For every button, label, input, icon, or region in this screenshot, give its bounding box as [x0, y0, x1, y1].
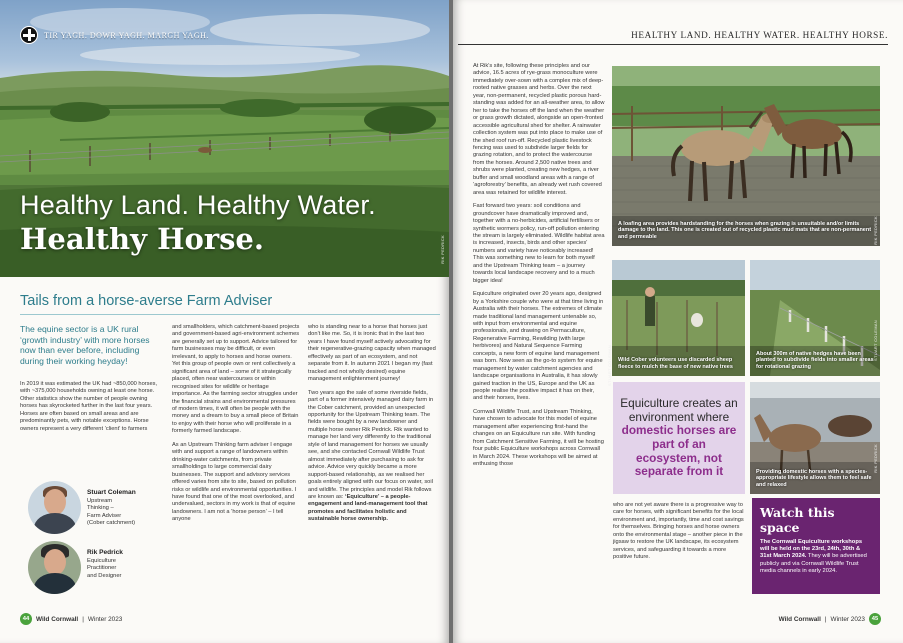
footer-right [779, 613, 881, 625]
profile-name: Rik Pedrick [87, 549, 123, 556]
watch-this-space-box [752, 498, 880, 594]
cornish-flag-icon [20, 26, 38, 44]
footer-issue: Winter 2023 [830, 615, 865, 623]
footer-separator: | [82, 615, 84, 623]
photo-credit: STUART COLEMAN [607, 345, 612, 386]
pull-quote-text: Equiculture creates an environment where domestic horses are part of an ecosystem, not separate from it [620, 396, 738, 479]
profile-role: Equiculture Practitioner and Designer [87, 558, 122, 579]
page-number: 44 [20, 613, 32, 625]
brand-strap-text: TIR YAGH. DOWR YAGH. MARGH YAGH. [44, 30, 209, 40]
body-paragraph: Two years ago the sale of some riverside fields, part of a former intensively managed dairy farm in the Cober catchment, provided an unexpected opportunity for the Upstream Thinking team. The fields were bought by a new landowner and multiple horse owner Rik Pedrick. Rik wanted to manage her land very differently to the traditional style of land management for horses we usually see, and she contacted Cornwall Wildlife Trust almost immediately after purchasing to ask for advice. Advice very quickly became a more support-based relationship, as we realised her goals entirely aligned with our focus on water, soil and wildlife. The principles and model Rik follows are known as: ‘Equiculture’ – a people-engagement and land-management tool that promotes and facilitates holistic and sustainable horse ownership. [308, 389, 434, 523]
avatar [28, 481, 81, 534]
footer-separator: | [824, 615, 827, 623]
photo-credit: STUART COLEMAN [873, 320, 878, 361]
footer-issue: Winter 2023 [87, 615, 123, 623]
body-paragraph: Fast forward two years: soil conditions and groundcover have dramatically improved and, together with a no-herbicides, artificial fertilisers or synthetic wormers policy, run-off pollution entering the stream is largely eliminated. Wildlife habitat area is increased, insects, birds and other species’ numbers and variety have noticeably increased! This was something new to learn for both myself and the Upstream Thinking team – a journey towards local landscape recovery and to a much bigger idea! [473, 203, 605, 284]
photo-credit: RIK PEDRICK [873, 444, 878, 473]
right-page [453, 0, 903, 643]
avatar [28, 541, 81, 594]
photo-credit: RIK PEDRICK [873, 216, 878, 245]
hero-photo-credit: RIK PEDRICK [440, 235, 445, 264]
right-column-2 [613, 502, 745, 568]
photo-horses-loafing-area [612, 66, 880, 246]
body-paragraph: and smallholders, which catchment-based projects and government-based agri-environment schemes are generally set up to support. Advice tailored for farm businesses may be difficult, or even irrelevant, to apply to horses and horse owners. Yet this group of people own or rent collectively a significant area of land – some of it strategically placed, often near watercourses or within recognised sites for wildlife or heritage importance. As the farming sector struggles under the financial strains and environmental pressures of modern times, it will often be people with the money and a dream to buy a small piece of Britain to enjoy with their horse who will proliferate in a formerly farmed landscape. [172, 324, 300, 435]
body-paragraph: who is standing near to a horse that horses just don’t like me. So, it is ironic that in the last two years I have found myself actively advocating for their regenerative-grazing capacity when managed effectively as part of an ecosystem, and not separate from it. In autumn 2021 I began my (fast tracked and not wholly desired) equine management enlightenment journey! [308, 324, 436, 383]
body-paragraph: who are not yet aware there is a progressive way to care for horses, with significant benefits for the local environment and, importantly, time and cost savings for themselves. Bringing horses and horse owners onto the environmental stage – another piece in the jigsaw to restore the UK landscape, its ecosystem services, and safeguarding it towards a more positive future. [613, 502, 744, 561]
photo-caption: A loafing area provides hardstanding for the horses when grazing is unsuitable and/or limits damage to the land. This one is created out of recycled plastic mud mats that are non-permanent and permeable [618, 220, 872, 241]
page-number: 45 [869, 613, 881, 625]
photo-horses-relaxed [750, 382, 880, 494]
photo-volunteers-mulching [612, 260, 745, 376]
photo-caption: About 300m of native hedges have been planted to subdivide fields into smaller areas for rotational grazing [756, 350, 874, 371]
header-strap: HEALTHY LAND. HEALTHY WATER. HEALTHY HORSE. [631, 30, 888, 40]
profile-name: Stuart Coleman [87, 489, 136, 496]
hero-title-line1: Healthy Land. Healthy Water. [20, 190, 376, 220]
left-column-2 [172, 324, 300, 530]
profile-stuart [28, 481, 157, 534]
body-paragraph: Cornwall Wildlife Trust, and Upstream Thinking, have chosen to advocate for this model of equine management after experiencing first-hand the changes on an Equiculture run site. With funding from Catchment Sensitive Farming, it will be hosting four public Equiculture workshops across Cornwall in March 2024. These workshops will be aimed at enthusing those [473, 408, 604, 468]
standfirst: The equine sector is a UK rural ‘growth industry’ with more horses now than ever before, including during their working heyday! [20, 324, 150, 366]
header-divider [458, 44, 888, 45]
pull-quote-highlight: domestic horses are part of an ecosystem, not separate from it [621, 423, 737, 479]
body-paragraph: Equiculture originated over 20 years ago, designed by a Yorkshire couple who were at that time living in Australia with their horses. The extremes of climate made traditional land management untenable so, with input from environmental and equine professionals, and drawing on Permaculture, Regenerative Farming, Rewilding (with large herbivores) and Natural Sequence Farming concepts, a new form of equine land management was born. Now seen as the go-to system for equine management by water catchment agencies and landscape organisations in Australia, it has slowly gained traction in the US, Europe and the UK as people realise the positive impact it has on their, and their horses, lives. [473, 291, 604, 402]
left-column-3 [308, 324, 438, 530]
brand-strap [20, 26, 209, 44]
profile-role: Upstream Thinking – Farm Adviser (Cober catchment) [87, 498, 136, 526]
footer-publication: Wild Cornwall [36, 615, 79, 623]
profile-rik [28, 541, 157, 594]
photo-caption: Wild Cober volunteers use discarded sheep fleece to mulch the base of new native trees [618, 357, 733, 371]
left-page [0, 0, 449, 643]
watch-title: Watch this space [760, 505, 835, 535]
body-paragraph: At Rik’s site, following these principles and our advice, 16.5 acres of rye-grass monoculture were immediately over-sown with a complex mix of deep-rooted native grasses and herbs. Over the next year, non-permanent, recycled plastic porous hard-standing was added for an all-weather area, to allow her to take the horses off the land when the weather or grass growth dictated, alongside an open-fronted accessible agricultural shed for shelter. A rainwater collection system was put into place to make use of the shed roof run-off. Recycled plastic livestock fencing was used to subdivide larger fields for grazing rotation, and to protect the watercourse from the horses. Around 2,500 native trees and shrubs were planted, creating new hedges, a river buffer and small woodland areas with a range of ‘agroforestry’ benefits, an already wet rush covered area was retained for wildlife interest. [473, 63, 605, 196]
right-column-1 [473, 63, 605, 475]
hero-title-line2: Healthy Horse. [20, 222, 264, 256]
photo-caption: Providing domestic horses with a species-appropriate lifestyle allows them to feel safe and relaxed [756, 468, 872, 489]
article-title: Tails from a horse-averse Farm Adviser [20, 293, 273, 309]
left-column-1 [20, 381, 165, 439]
body-paragraph: As an Upstream Thinking farm adviser I engage with and support a range of landowners within drinking-water catchments, from private smallholdings to large commercial dairy businesses. The support and advisory services offered varies from site to site, based on pollution risks or wildlife and environmental opportunities. I have found that one of the most overlooked, and undervalued, sectors in my work is that of equine landowners. I am not a ‘horse person’ – I tell anyone [172, 441, 297, 523]
watch-body: The Cornwall Equiculture workshops will be held on the 23rd, 24th, 30th & 31st March 2024. They will be advertised publicly and via Cornwall Wildlife Trust media channels in early 2024. [760, 539, 867, 574]
footer-left [20, 613, 122, 625]
hero-image [0, 0, 449, 277]
title-divider [20, 314, 440, 315]
equiculture-definition: ‘Equiculture’ – a people-engagement and land-management tool that promotes and facilitates holistic and sustainable horse ownership. [308, 493, 428, 523]
photo-hedge-planting [750, 260, 880, 376]
footer-publication: Wild Cornwall [778, 615, 821, 623]
pull-quote [613, 382, 745, 494]
body-paragraph: In 2019 it was estimated the UK had ~850,000 horses, with ~375,000 households owning at least one horse. Other statistics show the number of people owning horses has skyrocketed further in the last four years. Horses are often based on small areas and are predominantly pets, with notable exceptions. Horse owners represent a very different ‘client’ to farmers [20, 381, 158, 432]
horses-illustration [612, 66, 880, 246]
